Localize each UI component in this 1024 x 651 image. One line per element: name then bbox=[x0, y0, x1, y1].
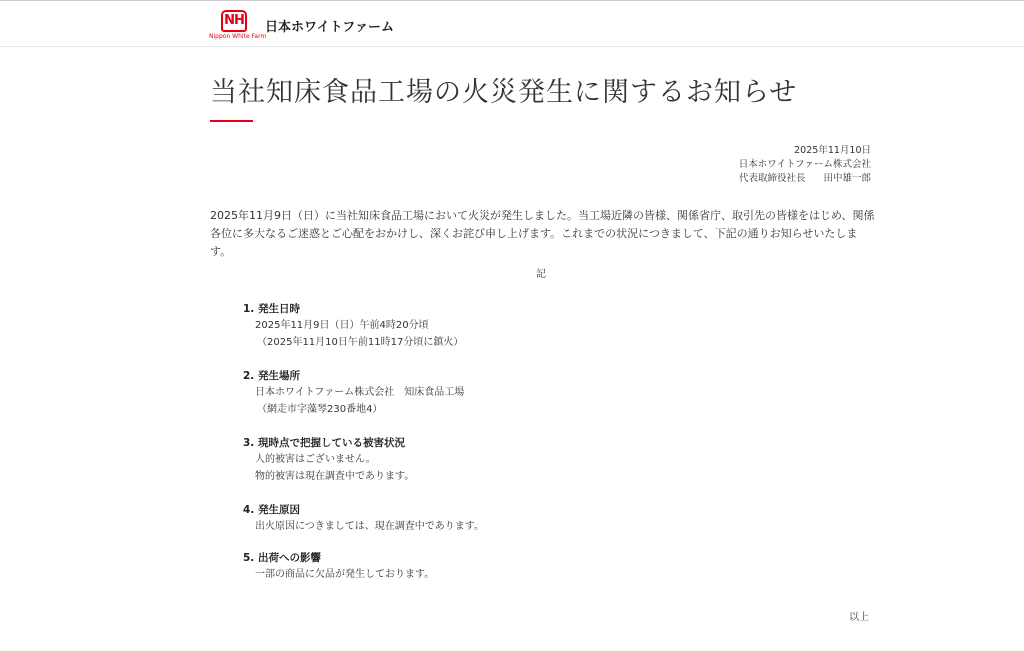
logo-subtext: Nippon White Farm bbox=[209, 33, 267, 40]
section-line: 人的被害はございません。 bbox=[255, 454, 376, 465]
section-line: 一部の商品に欠品が発生しております。 bbox=[255, 569, 435, 580]
section-heading: 2. 発生場所 bbox=[243, 370, 300, 382]
section-heading: 5. 出荷への影響 bbox=[243, 552, 321, 564]
section-line: （網走市字藻琴230番地4） bbox=[257, 404, 383, 415]
intro-paragraph: 2025年11月9日（日）に当社知床食品工場において火災が発生しました。当工場近隣の皆様、関係省庁、取引先の皆様をはじめ、関係各位に多大なるご迷惑とご心配をおかけし、深くお詫び申し上げます。これまでの状況につきまして、下記の通りお知らせいたします。 bbox=[210, 209, 875, 258]
title-underline bbox=[210, 120, 253, 122]
section-line: 日本ホワイトファーム株式会社 知床食品工場 bbox=[255, 387, 465, 398]
section-heading: 1. 発生日時 bbox=[243, 303, 300, 315]
company-logo[interactable] bbox=[209, 10, 267, 42]
rep-name: 田中雄一郎 bbox=[823, 173, 871, 184]
notice-meta bbox=[739, 144, 871, 186]
section-line: 出火原因につきましては、現在調査中であります。 bbox=[255, 521, 484, 532]
section-heading: 4. 発生原因 bbox=[243, 504, 300, 516]
company-name: 日本ホワイトファーム株式会社 bbox=[738, 159, 871, 170]
section-line: 物的被害は現在調査中であります。 bbox=[255, 471, 415, 482]
section-line: （2025年11月10日午前11時17分頃に鎮火） bbox=[257, 337, 464, 348]
closing-ijou: 以上 bbox=[849, 612, 869, 623]
section-location bbox=[243, 369, 464, 418]
section-heading: 3. 現時点で把握している被害状況 bbox=[243, 437, 405, 449]
section-shipping bbox=[243, 551, 434, 583]
section-cause bbox=[243, 503, 484, 535]
section-damage bbox=[243, 436, 414, 485]
section-line: 2025年11月9日（日）午前4時20分頃 bbox=[255, 320, 429, 331]
page-title: 当社知床食品工場の火災発生に関するお知らせ bbox=[210, 77, 798, 108]
brand-name[interactable]: 日本ホワイトファーム bbox=[265, 20, 394, 35]
nh-logo-icon: NH bbox=[221, 10, 247, 32]
section-datetime bbox=[243, 302, 463, 351]
rep-title: 代表取締役社長 bbox=[738, 173, 806, 184]
notice-date: 2025年11月10日 bbox=[794, 145, 871, 156]
ki-marker: 記 bbox=[536, 269, 546, 280]
site-header bbox=[0, 0, 1024, 47]
representative bbox=[739, 172, 871, 186]
